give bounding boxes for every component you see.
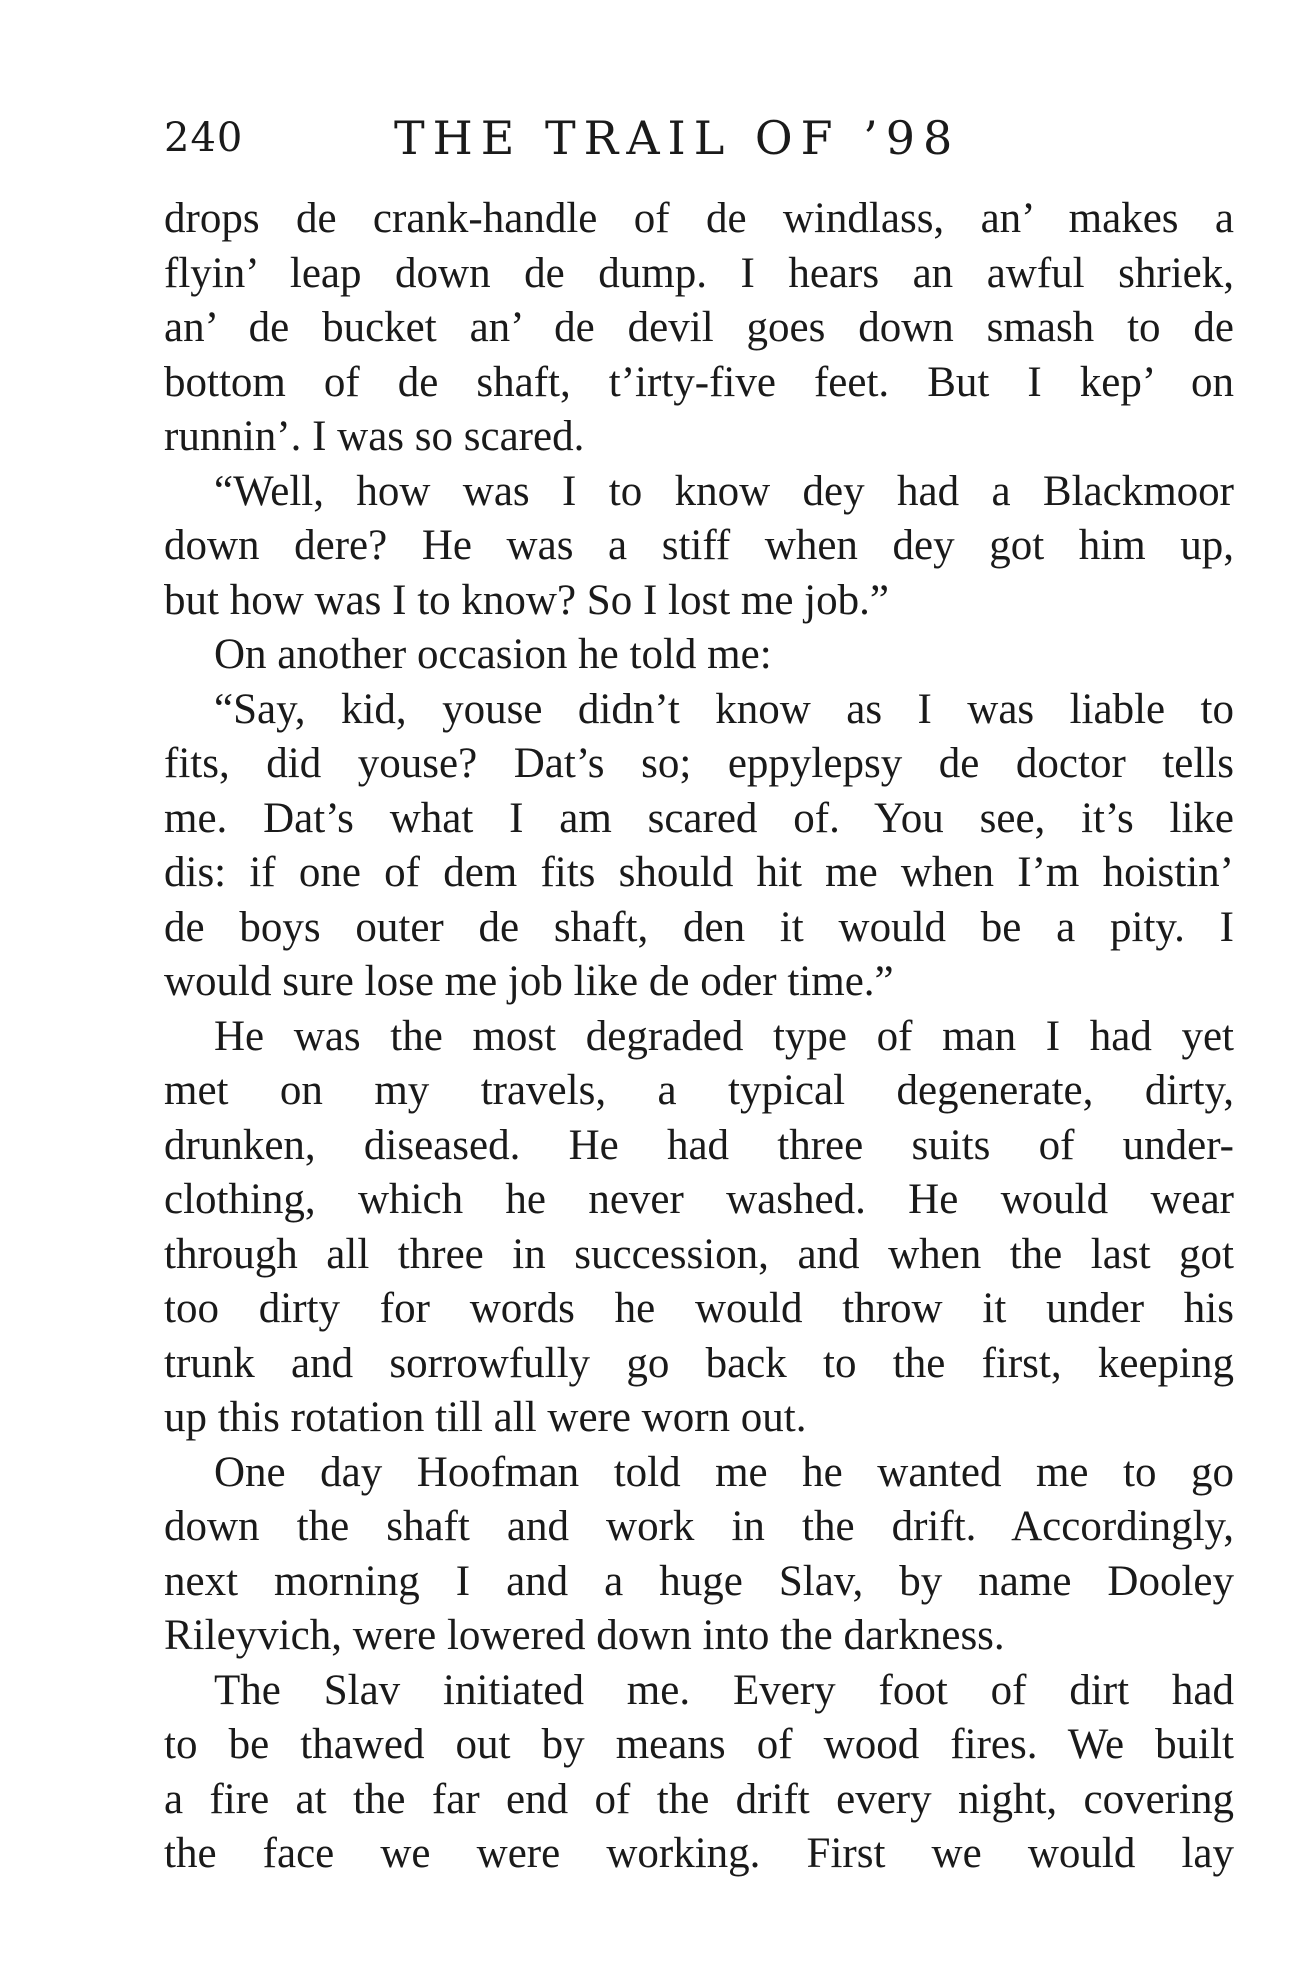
text-line: too dirty for words he would throw it under his bbox=[164, 1285, 1234, 1332]
text-line: flyin’ leap down de dump. I hears an awful shriek, bbox=[164, 249, 1234, 297]
text-line: On another occasion he told me: bbox=[214, 631, 772, 678]
text-line: clothing, which he never washed. He would wear bbox=[164, 1176, 1234, 1223]
body-text bbox=[164, 192, 1234, 1882]
text-line: de boys outer de shaft, den it would be a pity. I bbox=[164, 903, 1234, 951]
text-line: trunk and sorrowfully go back to the first, keeping bbox=[164, 1339, 1234, 1387]
running-title: THE TRAIL OF ’98 bbox=[394, 111, 961, 165]
text-line: One day Hoofman told me he wanted me to go bbox=[214, 1448, 1234, 1496]
text-line: fits, did youse? Dat’s so; eppylepsy de doctor tells bbox=[164, 740, 1234, 787]
text-line: bottom of de shaft, t’irty-five feet. But I kep’ on bbox=[164, 358, 1234, 406]
page-number: 240 bbox=[164, 115, 244, 161]
text-line: would sure lose me job like de oder time.” bbox=[164, 958, 894, 1005]
text-line: but how was I to know? So I lost me job.” bbox=[164, 576, 889, 624]
text-line: up this rotation till all were worn out. bbox=[164, 1394, 807, 1441]
text-line: dis: if one of dem fits should hit me when I’m hoistin’ bbox=[164, 849, 1234, 896]
text-line: drops de crank-handle of de windlass, an’ makes a bbox=[164, 195, 1234, 242]
text-line: runnin’. I was so scared. bbox=[164, 413, 585, 460]
text-line: met on my travels, a typical degenerate, dirty, bbox=[164, 1067, 1234, 1114]
text-line: to be thawed out by means of wood fires. We built bbox=[164, 1721, 1234, 1768]
text-line: a fire at the far end of the drift every night, covering bbox=[164, 1775, 1234, 1823]
text-line: “Well, how was I to know dey had a Blackmoor bbox=[214, 467, 1234, 515]
page-header bbox=[164, 108, 1064, 168]
text-line: me. Dat’s what I am scared of. You see, it’s like bbox=[164, 794, 1234, 842]
text-line: the face we were working. First we would lay bbox=[164, 1830, 1234, 1877]
text-line: The Slav initiated me. Every foot of dirt had bbox=[214, 1666, 1234, 1714]
text-line: an’ de bucket an’ de devil goes down smash to de bbox=[164, 304, 1234, 351]
text-line: through all three in succession, and when the last got bbox=[164, 1230, 1234, 1278]
text-line: Rileyvich, were lowered down into the darkness. bbox=[164, 1612, 1005, 1659]
text-line: He was the most degraded type of man I had yet bbox=[214, 1012, 1234, 1060]
text-line: down the shaft and work in the drift. Accordingly, bbox=[164, 1503, 1234, 1550]
text-line: down dere? He was a stiff when dey got him up, bbox=[164, 522, 1234, 569]
text-line: next morning I and a huge Slav, by name Dooley bbox=[164, 1557, 1234, 1605]
text-line: drunken, diseased. He had three suits of under- bbox=[164, 1121, 1234, 1169]
text-line: “Say, kid, youse didn’t know as I was liable to bbox=[214, 685, 1234, 733]
